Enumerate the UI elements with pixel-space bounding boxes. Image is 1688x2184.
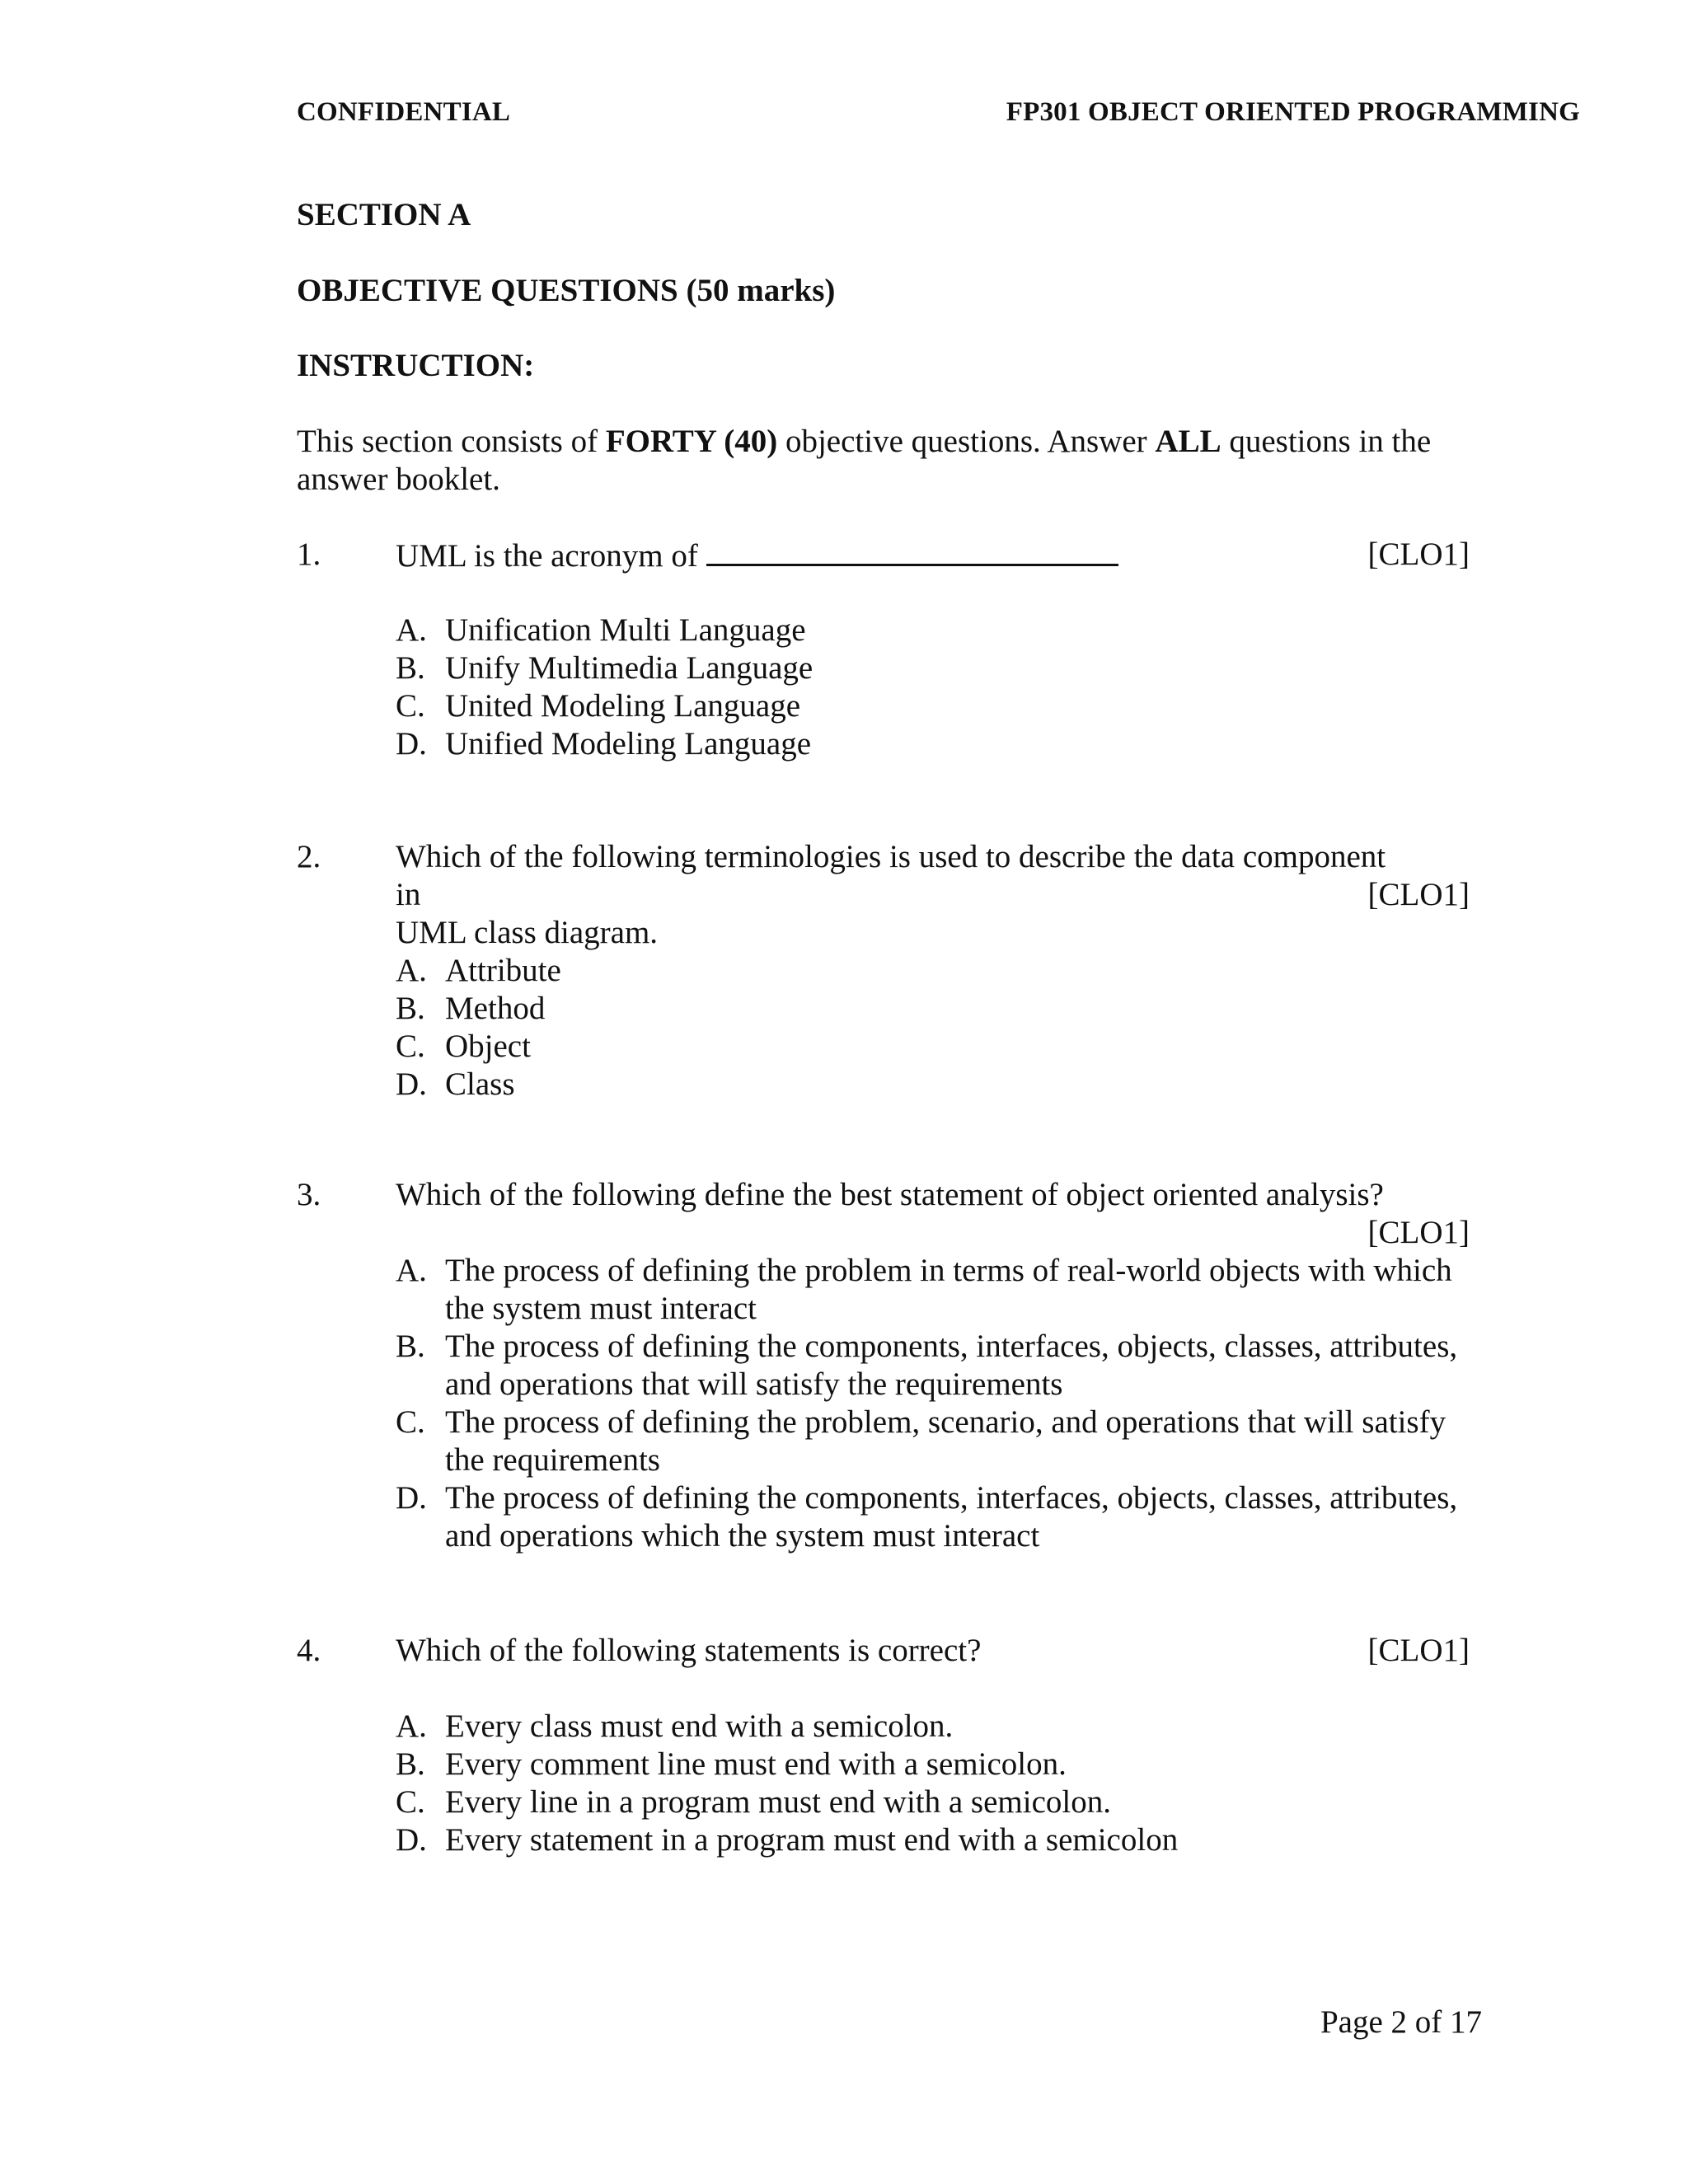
option-text: Every line in a program must end with a semicolon. (445, 1784, 1111, 1820)
instruction-part: This section consists of (297, 424, 606, 459)
option-item (396, 649, 1492, 687)
option-item (396, 1708, 1492, 1746)
question-4 (297, 1632, 1484, 1863)
instruction-label: INSTRUCTION: (297, 348, 535, 383)
option-letter: D. (396, 1480, 427, 1516)
option-text: Every statement in a program must end with a semicolon (445, 1822, 1179, 1858)
option-text: Method (445, 991, 546, 1026)
option-text: Object (445, 1029, 531, 1064)
option-item (396, 1328, 1492, 1404)
option-list (396, 1252, 1492, 1555)
question-2 (297, 838, 1484, 1110)
option-item (396, 952, 1492, 990)
option-letter: B. (396, 991, 425, 1026)
option-item (396, 1783, 1492, 1821)
option-list (396, 1708, 1492, 1859)
instruction-text (297, 423, 1484, 499)
option-text: The process of defining the components, interfaces, objects, classes, attributes, and operations that will satisfy the requirements (445, 1329, 1458, 1402)
option-text: Unify Multimedia Language (445, 650, 814, 686)
question-number: 2. (297, 839, 321, 874)
option-text: Unification Multi Language (445, 612, 806, 648)
option-text: United Modeling Language (445, 688, 801, 724)
header-confidential: CONFIDENTIAL (297, 97, 511, 127)
instruction-bold-all: ALL (1155, 424, 1221, 459)
clo-tag: [CLO1] (1367, 1633, 1470, 1668)
option-item (396, 990, 1492, 1028)
option-item (396, 1028, 1492, 1066)
answer-blank-line (706, 536, 1118, 566)
option-text: The process of defining the problem in terms of real-world objects with which the system must interact (445, 1253, 1452, 1326)
option-item (396, 1404, 1492, 1479)
option-list (396, 952, 1492, 1104)
option-item (396, 1252, 1492, 1328)
question-text (396, 838, 1409, 952)
clo-tag: [CLO1] (1367, 1215, 1470, 1250)
option-item (396, 1066, 1492, 1104)
question-stem-line: Which of the following terminologies is used to describe the data component in (396, 839, 1386, 912)
instruction-part: objective questions. Answer (777, 424, 1156, 459)
option-letter: D. (396, 726, 427, 762)
option-letter: B. (396, 1746, 425, 1782)
option-letter: C. (396, 1404, 425, 1440)
option-letter: A. (396, 1253, 427, 1288)
option-letter: A. (396, 1708, 427, 1744)
instruction-part: questions in the answer booklet. (297, 424, 1432, 497)
option-item (396, 687, 1492, 725)
option-item (396, 612, 1492, 649)
option-letter: C. (396, 1784, 425, 1820)
option-item (396, 1479, 1492, 1555)
option-text: Attribute (445, 953, 561, 988)
option-list (396, 612, 1492, 763)
question-stem-line: UML class diagram. (396, 915, 659, 950)
page-number: Page 2 of 17 (1320, 2004, 1482, 2040)
option-letter: A. (396, 953, 427, 988)
option-letter: D. (396, 1822, 427, 1858)
clo-tag: [CLO1] (1367, 537, 1470, 572)
section-subtitle: OBJECTIVE QUESTIONS (50 marks) (297, 273, 836, 308)
option-text: The process of defining the components, interfaces, objects, classes, attributes, and operations which the system must interact (445, 1480, 1458, 1554)
instruction-bold-count: FORTY (40) (605, 424, 778, 459)
option-text: Unified Modeling Language (445, 726, 812, 762)
question-3 (297, 1176, 1484, 1555)
question-number: 3. (297, 1177, 321, 1212)
option-letter: C. (396, 1029, 425, 1064)
question-text: Which of the following define the best statement of object oriented analysis? (396, 1177, 1384, 1212)
question-stem: UML is the acronym of (396, 538, 698, 574)
option-item (396, 725, 1492, 763)
option-letter: A. (396, 612, 427, 648)
option-item (396, 1821, 1492, 1859)
question-text (396, 536, 1409, 575)
question-number: 1. (297, 537, 321, 572)
option-text: The process of defining the problem, scenario, and operations that will satisfy the requirements (445, 1404, 1447, 1478)
option-letter: C. (396, 688, 425, 724)
option-letter: B. (396, 1329, 425, 1364)
option-letter: D. (396, 1066, 427, 1102)
option-item (396, 1746, 1492, 1783)
option-letter: B. (396, 650, 425, 686)
question-1 (297, 536, 1484, 766)
clo-tag: [CLO1] (1367, 877, 1470, 912)
section-title: SECTION A (297, 197, 471, 232)
option-text: Every class must end with a semicolon. (445, 1708, 954, 1744)
question-text: Which of the following statements is correct? (396, 1633, 982, 1668)
option-text: Class (445, 1066, 515, 1102)
question-number: 4. (297, 1633, 321, 1668)
option-text: Every comment line must end with a semicolon. (445, 1746, 1067, 1782)
header-course-title: FP301 OBJECT ORIENTED PROGRAMMING (1006, 97, 1580, 127)
